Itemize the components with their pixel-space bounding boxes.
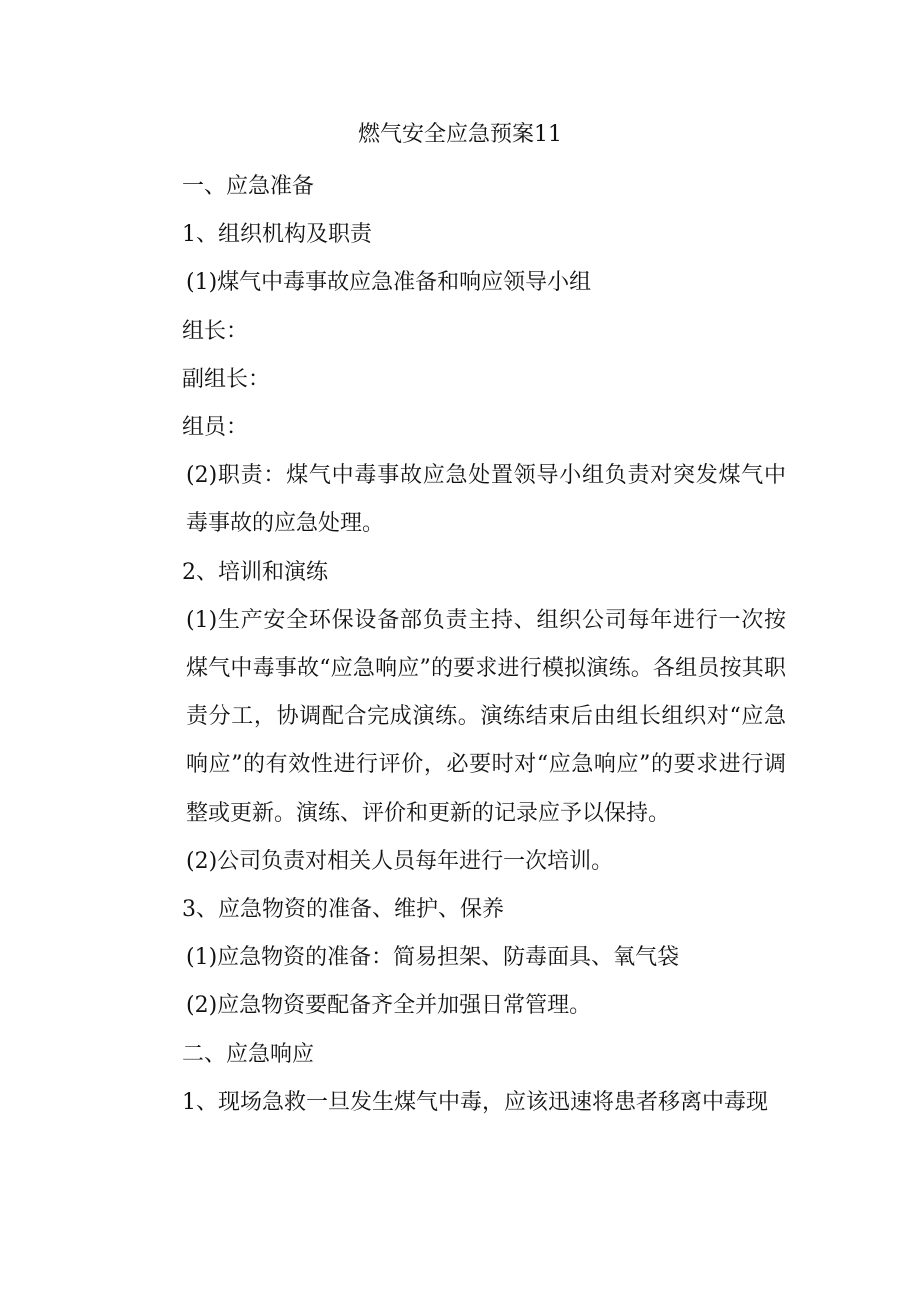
document-body — [136, 163, 786, 1127]
paragraph: (1)生产安全环保设备部负责主持、组织公司每年进行一次按煤气中毒事故“应急响应”的要求进行模拟演练。各组员按其职责分工，协调配合完成演练。演练结束后由组长组织对“应急响应”的有效性进行评价，必要时对“应急响应”的要求进行调整或更新。演练、评价和更新的记录应予以保持。 — [186, 607, 786, 826]
paragraph: (2)应急物资要配备齐全并加强日常管理。 — [186, 993, 592, 1019]
paragraph: 组员： — [182, 415, 249, 441]
subsection-heading: 3、应急物资的准备、维护、保养 — [182, 897, 504, 923]
paragraph: 副组长： — [182, 366, 271, 392]
subsection-heading: 2、培训和演练 — [182, 559, 328, 585]
document-title: 燃气安全应急预案11 — [358, 122, 562, 147]
paragraph: (2)公司负责对相关人员每年进行一次培训。 — [186, 848, 614, 874]
subsection-heading: 1、组织机构及职责 — [182, 222, 372, 248]
paragraph: (1)煤气中毒事故应急准备和响应领导小组 — [186, 270, 592, 296]
paragraph: (2)职责：煤气中毒事故应急处置领导小组负责对突发煤气中毒事故的应急处理。 — [186, 463, 786, 537]
paragraph: 组长： — [182, 318, 249, 344]
section-heading: 二、应急响应 — [182, 1041, 315, 1067]
section-heading: 一、应急准备 — [182, 174, 315, 199]
paragraph: (1)应急物资的准备：简易担架、防毒面具、氧气袋 — [186, 945, 680, 971]
paragraph: 1、现场急救一旦发生煤气中毒，应该迅速将患者移离中毒现 — [182, 1089, 768, 1115]
